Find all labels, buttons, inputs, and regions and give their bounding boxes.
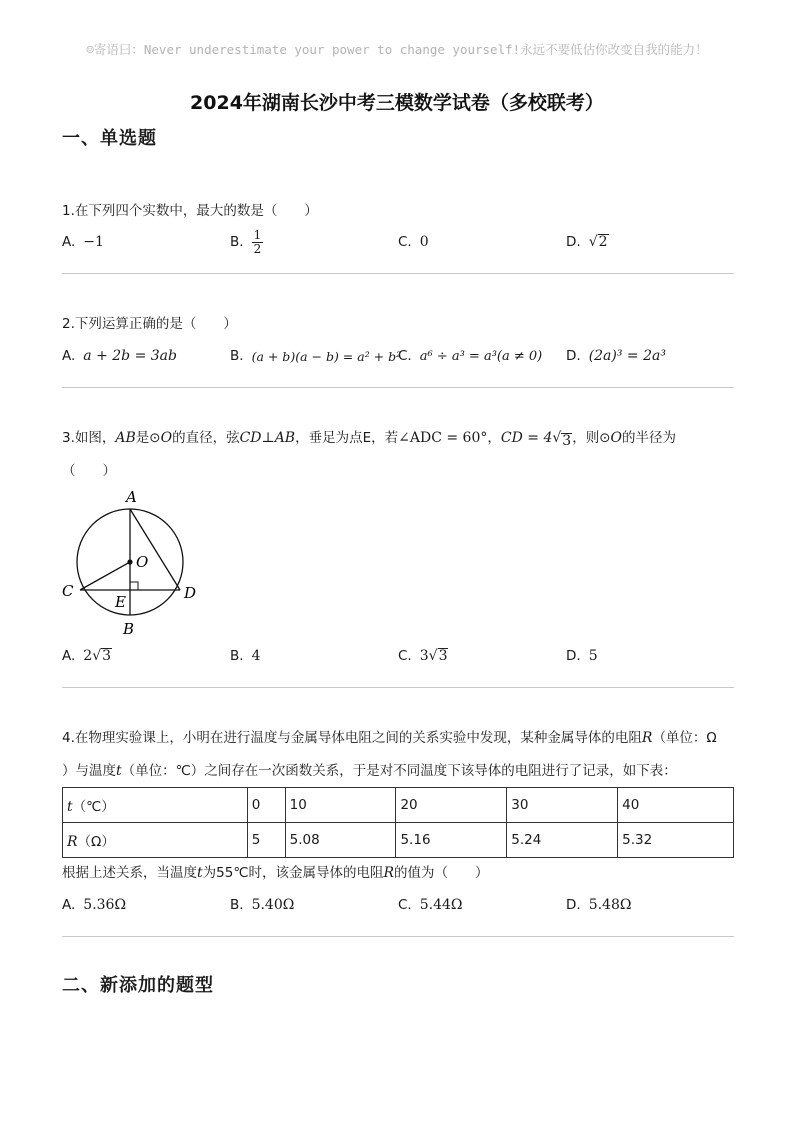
square-root: √ 3	[92, 648, 112, 664]
question-4-options	[62, 892, 734, 918]
option-coef: 2	[83, 648, 93, 664]
option-letter: C.	[398, 348, 412, 364]
question-4-line-1	[62, 727, 734, 749]
motto-banner: ☺寄语曰：Never underestimate your power to change yourself!永远不要低估你改变自我的能力！	[86, 42, 708, 57]
question-3-text: 3.如图，AB是⊙O的直径，弦CD⊥AB，垂足为点E，若∠ADC = 60°，CD = 4 √ 3 ，则⊙O的半径为	[62, 430, 676, 449]
q1-option-b[interactable]	[230, 229, 263, 255]
option-letter: D.	[566, 897, 581, 913]
radicand: 3	[102, 648, 112, 664]
q3-option-a[interactable]	[62, 643, 112, 669]
label-b: B	[123, 620, 135, 638]
option-coef: 3	[419, 648, 429, 664]
option-value: 5.40Ω	[251, 897, 295, 913]
q1-option-a[interactable]	[62, 229, 104, 255]
fraction-denominator: 2	[253, 241, 262, 256]
radicand: 3	[438, 648, 448, 664]
table-cell: 40	[618, 788, 734, 823]
question-1-text: 1.在下列四个实数中，最大的数是（ ）	[62, 203, 318, 219]
question-1-options	[62, 229, 734, 255]
segment-co	[80, 562, 130, 590]
table-cell: 10	[285, 788, 396, 823]
divider	[62, 273, 734, 274]
option-value: 4	[251, 648, 261, 664]
option-value: (2a)³ = 2a³	[588, 348, 666, 364]
option-value: a + 2b = 3ab	[83, 348, 177, 364]
row-header: t（℃）	[63, 788, 248, 823]
section-heading-new-type: 二、新添加的题型	[62, 975, 214, 996]
question-3-options	[62, 643, 734, 669]
square-root: √ 2	[588, 234, 608, 250]
row-header: R（Ω）	[63, 823, 248, 858]
q2-option-a[interactable]	[62, 343, 177, 369]
q4-option-b[interactable]	[230, 892, 294, 918]
table-cell: 5.08	[285, 823, 396, 858]
label-o: O	[136, 553, 149, 571]
question-4-ask	[62, 862, 734, 884]
label-a: A	[126, 488, 137, 506]
q2-option-c[interactable]	[398, 343, 542, 369]
temperature-resistance-table	[62, 787, 734, 858]
question-4-prompt: 根据上述关系，当温度t为55℃时，该金属导体的电阻R的值为（ ）	[62, 865, 489, 881]
option-value: 5.36Ω	[83, 897, 127, 913]
fraction-numerator: 1	[253, 227, 262, 242]
q3-option-d[interactable]	[566, 643, 598, 669]
label-c: C	[62, 582, 74, 600]
q4-option-a[interactable]	[62, 892, 126, 918]
section-heading-single-choice: 一、单选题	[62, 128, 157, 149]
question-4-text: 4.在物理实验课上，小明在进行温度与金属导体电阻之间的关系实验中发现，某种金属导体的电阻R（单位：Ω	[62, 730, 717, 746]
option-value: (a + b)(a − b) = a² + b²	[251, 348, 402, 364]
question-2-options	[62, 343, 734, 369]
option-letter: A.	[62, 897, 76, 913]
option-letter: A.	[62, 348, 76, 364]
option-value: 0	[419, 234, 429, 250]
center-point	[127, 559, 132, 564]
q1-option-c[interactable]	[398, 229, 429, 255]
option-value: 5.48Ω	[588, 897, 632, 913]
table-cell: 5.24	[507, 823, 618, 858]
option-letter: B.	[230, 897, 244, 913]
answer-bracket: （ ）	[62, 463, 116, 479]
square-root: √ 3	[428, 648, 448, 664]
circle-geometry-figure	[60, 484, 210, 640]
page-title: 2024年湖南长沙中考三模数学试卷（多校联考）	[190, 92, 604, 114]
option-value: 5.44Ω	[419, 897, 463, 913]
option-letter: D.	[566, 348, 581, 364]
divider	[62, 936, 734, 937]
question-4-line-2	[62, 760, 734, 782]
option-letter: B.	[230, 234, 244, 250]
option-letter: B.	[230, 648, 244, 664]
q1-option-d[interactable]	[566, 229, 609, 255]
option-letter: C.	[398, 234, 412, 250]
option-letter: A.	[62, 648, 76, 664]
q3-option-c[interactable]	[398, 643, 448, 669]
table-cell: 5.32	[618, 823, 734, 858]
label-d: D	[184, 584, 197, 602]
q4-option-c[interactable]	[398, 892, 463, 918]
table-cell: 30	[507, 788, 618, 823]
option-letter: D.	[566, 234, 581, 250]
option-letter: C.	[398, 897, 412, 913]
q2-option-d[interactable]	[566, 343, 666, 369]
option-letter: C.	[398, 648, 412, 664]
label-e: E	[115, 593, 126, 611]
option-value: 5	[588, 648, 598, 664]
question-3-bracket	[62, 460, 734, 482]
segment-ad	[130, 509, 180, 590]
table-cell: 5	[247, 823, 285, 858]
table-cell: 0	[247, 788, 285, 823]
divider	[62, 687, 734, 688]
option-value: −1	[83, 234, 104, 250]
option-letter: D.	[566, 648, 581, 664]
table-row	[63, 788, 734, 823]
option-letter: B.	[230, 348, 244, 364]
question-2-text: 2.下列运算正确的是（ ）	[62, 316, 237, 332]
table-row	[63, 823, 734, 858]
q3-option-b[interactable]	[230, 643, 260, 669]
question-3	[62, 427, 734, 449]
fraction	[252, 229, 264, 256]
right-angle-mark	[130, 582, 138, 590]
question-4-text-cont: ）与温度t（单位：℃）之间存在一次函数关系，于是对不同温度下该导体的电阻进行了记录，如下表：	[62, 763, 677, 779]
option-letter: A.	[62, 234, 76, 250]
q4-option-d[interactable]	[566, 892, 631, 918]
question-1	[62, 200, 734, 222]
question-2	[62, 313, 734, 335]
radicand: 2	[598, 234, 608, 250]
option-value: a⁶ ÷ a³ = a³(a ≠ 0)	[419, 348, 543, 364]
table-cell: 20	[396, 788, 507, 823]
table-cell: 5.16	[396, 823, 507, 858]
q2-option-b[interactable]	[230, 343, 401, 369]
divider	[62, 387, 734, 388]
